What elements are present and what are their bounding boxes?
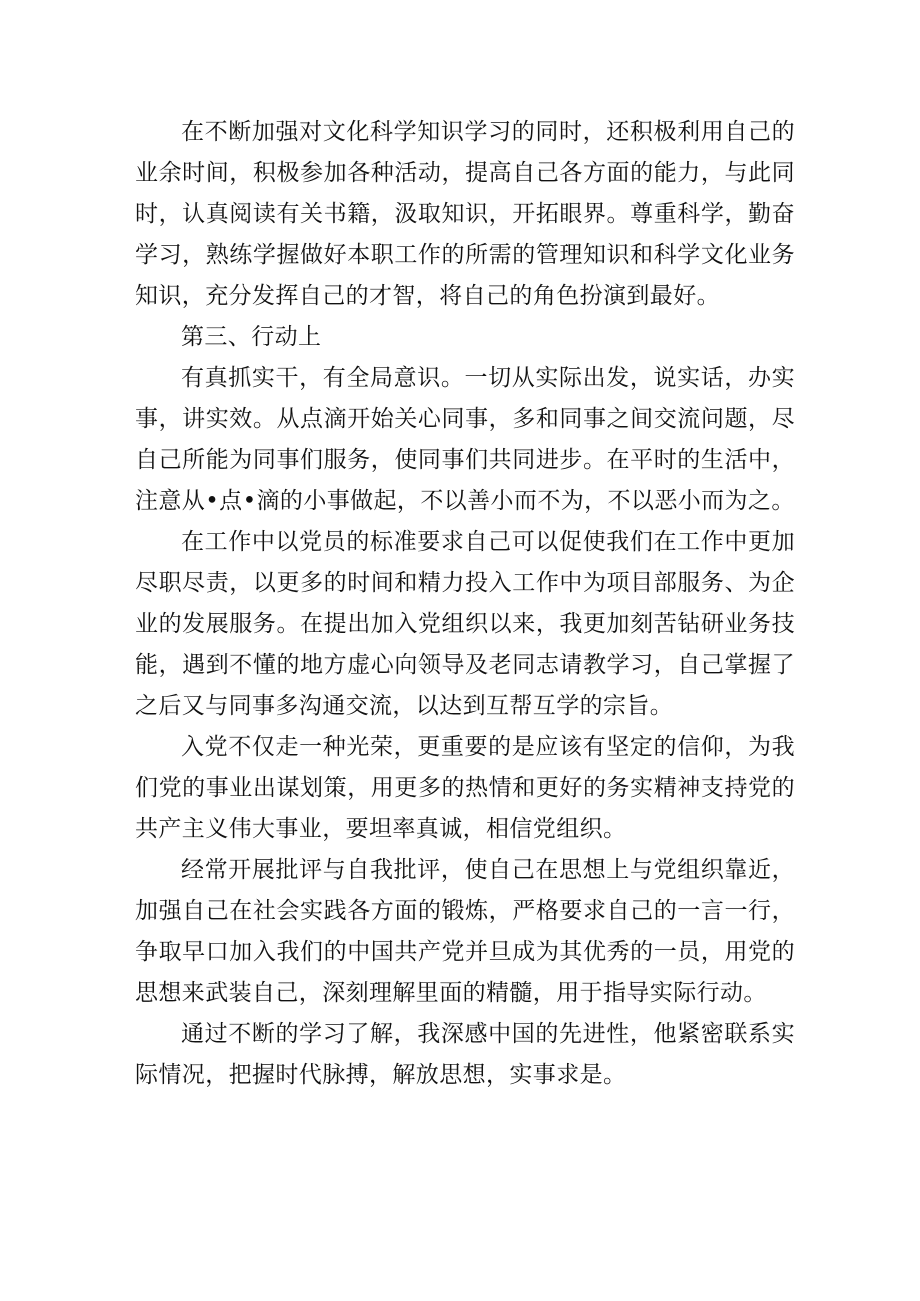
paragraph-2: 有真抓实干，有全局意识。一切从实际出发，说实话，办实事，讲实效。从点滴开始关心同事，多和同事之间交流问题，尽自己所能为同事们服务，使同事们共同进步。在平时的生活中，注意从•点•滴的小事做起，不以善小而不为，不以恶小而为之。 <box>135 365 795 514</box>
paragraph-5: 经常开展批评与自我批评，使自己在思想上与党组织靠近，加强自己在社会实践各方面的锻炼，严格要求自己的一言一行，争取早口加入我们的中国共产党并旦成为其优秀的一员，用党的思想来武装自己，深刻理解里面的精髓，用于指导实际行动。 <box>135 857 795 1006</box>
document-body <box>135 112 795 1096</box>
paragraph-6: 通过不断的学习了解，我深感中国的先进性，他紧密联系实际情况，把握时代脉搏，解放思想，实事求是。 <box>135 1021 795 1088</box>
paragraph-4: 入党不仅走一种光荣，更重要的是应该有坚定的信仰，为我们党的事业出谋划策，用更多的热情和更好的务实精神支持党的共产主义伟大事业，要坦率真诚，相信党组织。 <box>135 734 795 842</box>
paragraph-1: 在不断加强对文化科学知识学习的同时，还积极利用自己的业余时间，积极参加各种活动，提高自己各方面的能力，与此同时，认真阅读有关书籍，汲取知识，开拓眼界。尊重科学，勤奋学习，熟练学握做好本职工作的所需的管理知识和科学文化业务知识，充分发挥自己的才智，将自己的角色扮演到最好。 <box>135 119 795 309</box>
section-heading: 第三、行动上 <box>181 324 322 350</box>
paragraph-3: 在工作中以党员的标准要求自己可以促使我们在工作中更加尽职尽责，以更多的时间和精力投入工作中为项目部服务、为企业的发展服务。在提出加入党组织以来，我更加刻苦钻研业务技能，遇到不懂的地方虚心向领导及老同志请教学习，自己掌握了之后又与同事多沟通交流，以达到互帮互学的宗旨。 <box>135 529 795 719</box>
